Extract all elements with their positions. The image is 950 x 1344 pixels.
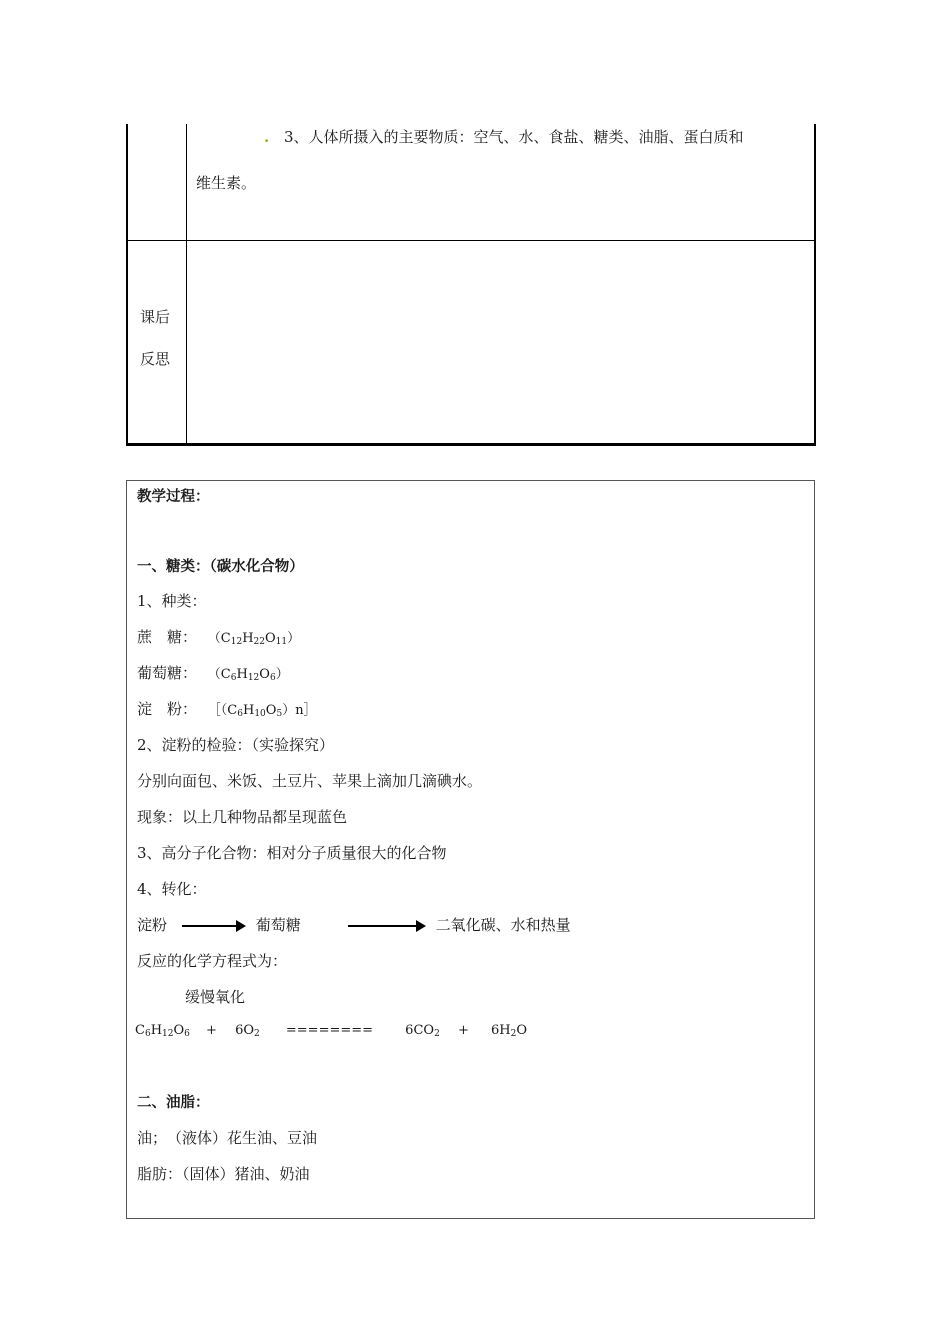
starch-test-text: 分别向面包、米饭、土豆片、苹果上滴加几滴碘水。 <box>137 772 483 790</box>
conversion-end: 二氧化碳、水和热量 <box>435 916 571 934</box>
glucose-row <box>137 662 289 683</box>
item-polymer: 3、高分子化合物：相对分子质量很大的化合物 <box>137 844 447 862</box>
reflection-label-2: 反思 <box>140 350 171 368</box>
table-row-divider <box>126 240 816 241</box>
equation-plus: + <box>206 1023 217 1038</box>
table-column-divider <box>186 124 187 446</box>
starch-row <box>137 698 317 719</box>
glucose-label: 葡萄糖： <box>137 664 198 682</box>
item-starch-test: 2、淀粉的检验：（实验探究） <box>137 736 335 754</box>
equation-condition: 缓慢氧化 <box>185 988 246 1006</box>
glucose-formula: $(C_6H_{12}O_6)$ <box>207 667 289 683</box>
phenomenon-text: 现象：以上几种物品都呈现蓝色 <box>137 808 348 826</box>
equation-co2: $6CO_2$ <box>405 1023 440 1039</box>
reflection-label-1: 课后 <box>140 308 171 326</box>
oil-line: 油； （液体）花生油、豆油 <box>137 1129 318 1147</box>
conversion-middle: 葡萄糖 <box>255 916 301 934</box>
sucrose-row <box>137 626 300 647</box>
starch-label: 淀 粉： <box>137 700 198 718</box>
right-arrow-icon <box>348 925 424 927</box>
equation-intro: 反应的化学方程式为： <box>137 952 288 970</box>
table-border-bottom <box>126 443 816 446</box>
equation-equals: ======== <box>285 1023 374 1038</box>
chemical-equation <box>135 1023 527 1039</box>
item-conversion: 4、转化： <box>137 880 207 898</box>
conversion-row <box>137 914 571 935</box>
starch-formula: $[(C_6H_{10}O_5)n]$ <box>207 703 317 719</box>
equation-oxygen: $6O_2$ <box>235 1023 260 1039</box>
content-line-2: 维生素。 <box>196 174 257 192</box>
content-line-1 <box>264 126 744 147</box>
fat-line: 脂肪：（固体）猪油、奶油 <box>137 1165 310 1183</box>
reflection-table <box>126 124 816 446</box>
item-types: 1、种类： <box>137 592 207 610</box>
content-text: 3、人体所摄入的主要物质：空气、水、食盐、糖类、油脂、蛋白质和 <box>284 128 744 146</box>
sucrose-label: 蔗 糖： <box>137 628 198 646</box>
sucrose-formula: $(C_{12}H_{22}O_{11})$ <box>207 631 301 647</box>
section-fats-title: 二、油脂： <box>137 1095 210 1111</box>
marker-dot: . <box>264 128 270 146</box>
table-border-right <box>814 124 816 446</box>
equation-glucose: $C_6H_{12}O_6$ <box>135 1023 190 1039</box>
teaching-process-box <box>126 480 815 1219</box>
process-heading: 教学过程： <box>137 489 210 505</box>
right-arrow-icon <box>182 925 244 927</box>
section-carbohydrates-title: 一、糖类：（碳水化合物） <box>137 559 304 575</box>
equation-plus: + <box>457 1023 469 1038</box>
equation-water: $6H_2O$ <box>490 1023 527 1039</box>
conversion-start: 淀粉 <box>137 916 168 934</box>
table-border-left <box>126 124 128 446</box>
